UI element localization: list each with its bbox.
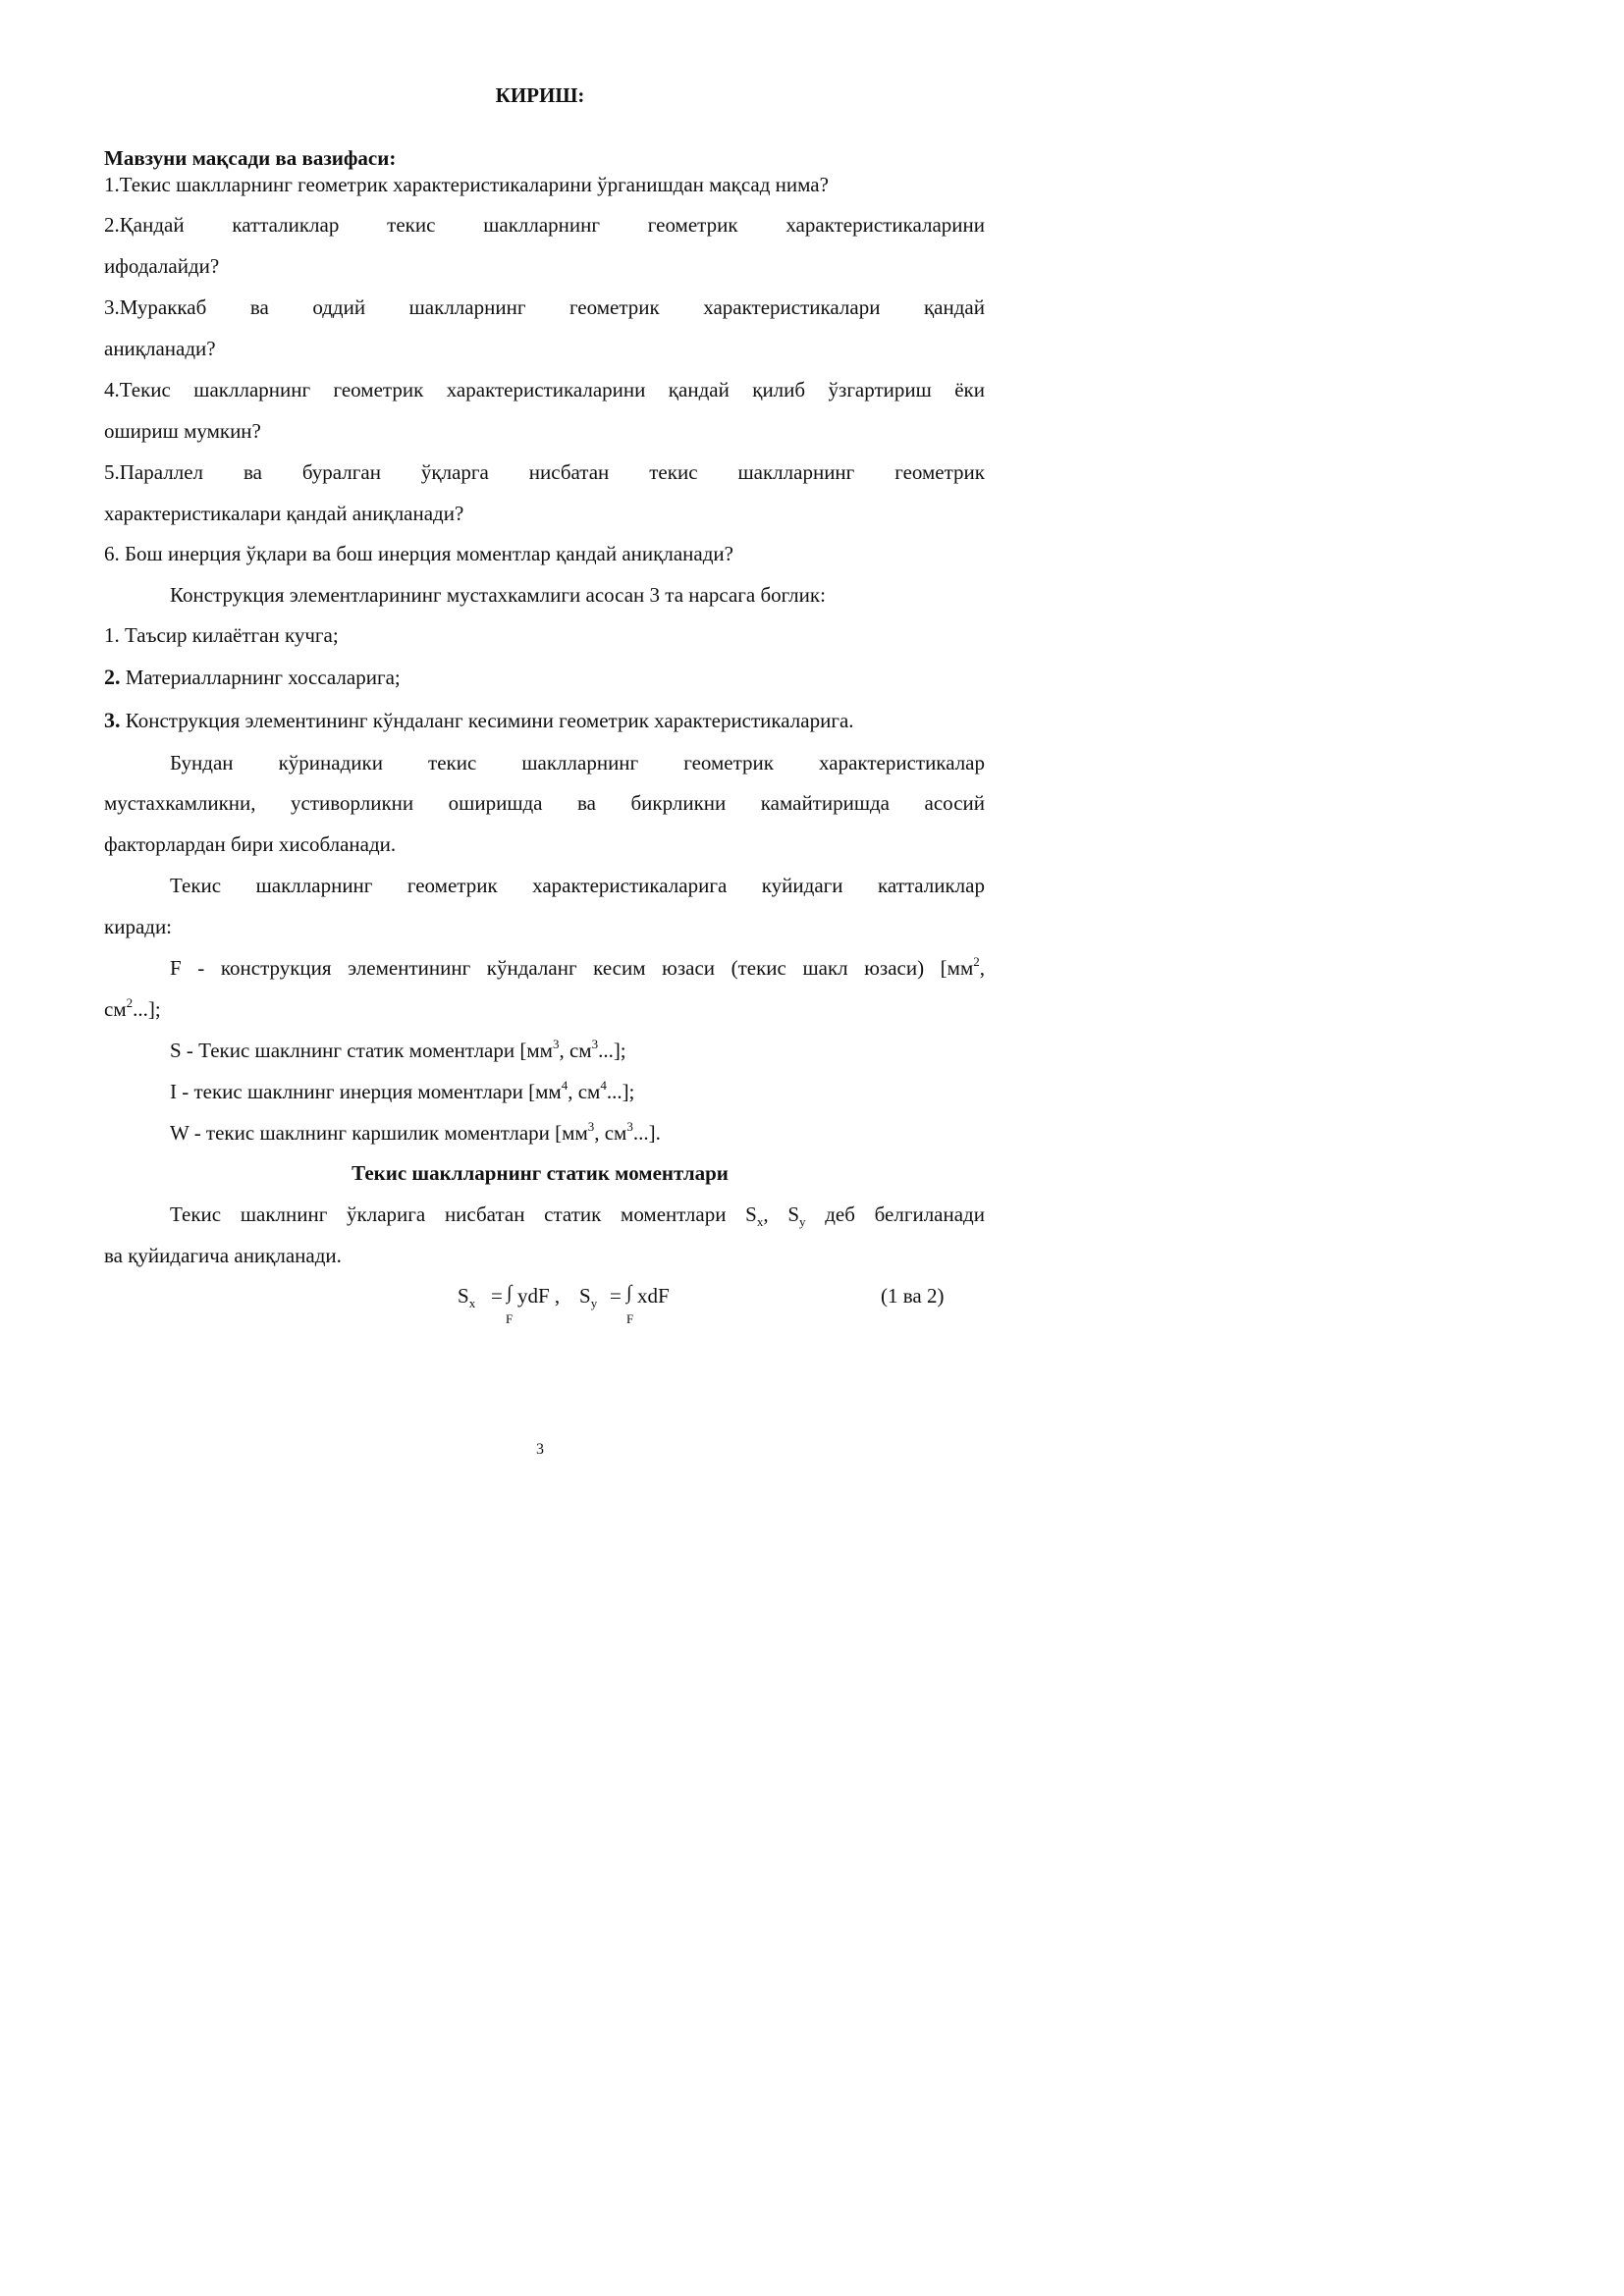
paragraph-text: Текис шаклнинг ўкларига нисбатан статик моментлари S — [170, 1202, 757, 1226]
definition-resistance-moment — [170, 1120, 985, 1148]
list-item-text: Конструкция элементининг кўндаланг кесимини геометрик характеристикаларига. — [125, 709, 854, 732]
formula-s: S — [579, 1284, 591, 1308]
paragraph-3-line-2: ва қуйидагича аниқланади. — [104, 1244, 342, 1267]
definition-static-moment — [170, 1038, 985, 1066]
subscript: y — [799, 1214, 806, 1229]
question-5-line-1: 5.Параллел ва буралган ўқларга нисбатан текис шаклларнинг геометрик — [104, 460, 985, 484]
list-item-number: 3. — [104, 708, 121, 732]
paragraph-2-line-2: киради: — [104, 915, 173, 938]
formula-number: (1 ва 2) — [881, 1284, 945, 1308]
formula-s: S — [458, 1284, 469, 1308]
question-2-line-1: 2.Қандай катталиклар текис шаклларнинг геометрик характеристикаларини — [104, 213, 985, 237]
page-title: КИРИШ: — [495, 83, 585, 107]
paragraph-text: деб белгиланади — [805, 1202, 985, 1226]
static-moment-formula — [458, 1282, 713, 1326]
question-1: 1.Текис шаклларнинг геометрик характеристикаларини ўрганишдан мақсад нима? — [104, 173, 829, 196]
unit-text: , см — [594, 1121, 627, 1145]
superscript: 3 — [626, 1119, 633, 1134]
superscript: 4 — [600, 1078, 607, 1093]
definition-inertia-moment — [170, 1079, 985, 1107]
list-item-number: 1. — [104, 623, 120, 647]
definition-area-comma: , — [979, 956, 985, 980]
unit-text: см — [104, 997, 127, 1021]
list-item — [104, 708, 985, 733]
formula-integrand: xdF — [637, 1284, 670, 1308]
paragraph-1-line-2: мустахкамликни, устиворликни оширишда ва бикрликни камайтиришда асосий — [104, 791, 985, 815]
integral-limit: F — [506, 1311, 514, 1326]
list-item-text: Материалларнинг хоссаларига; — [125, 666, 401, 689]
question-2-line-2: ифодалайди? — [104, 254, 220, 278]
question-4-line-1: 4.Текис шаклларнинг геометрик характеристикаларини қандай қилиб ўзгартириш ёки — [104, 378, 985, 401]
paragraph-text: , S — [763, 1202, 800, 1226]
document-page — [0, 0, 1080, 1524]
unit-text: , см — [559, 1039, 592, 1062]
strength-intro: Конструкция элементларининг мустахкамлиги асосан 3 та нарсага боглик: — [170, 583, 826, 607]
formula-equals: = — [610, 1284, 622, 1308]
unit-text: ...]; — [598, 1039, 626, 1062]
subscript: x — [756, 1214, 764, 1229]
definition-text: I - текис шаклнинг инерция моментлари [мм — [170, 1080, 562, 1103]
goal-heading: Мавзуни мақсади ва вазифаси: — [104, 146, 397, 170]
list-item — [104, 665, 985, 690]
unit-text: , см — [568, 1080, 601, 1103]
superscript: 3 — [552, 1037, 560, 1051]
list-item-number: 2. — [104, 665, 121, 689]
page-number: 3 — [536, 1441, 544, 1458]
question-4-line-2: ошириш мумкин? — [104, 419, 261, 443]
superscript: 2 — [126, 995, 134, 1010]
list-item — [104, 622, 985, 648]
question-6: 6. Бош инерция ўқлари ва бош инерция моментлар қандай аниқланади? — [104, 542, 733, 565]
integral-icon: ∫ — [507, 1282, 513, 1304]
section-heading: Текис шаклларнинг статик моментлари — [352, 1161, 729, 1185]
formula-symbol — [458, 1284, 475, 1308]
definition-area-line-2 — [104, 996, 985, 1025]
unit-text: ...]. — [632, 1121, 661, 1145]
integral-limit: F — [626, 1311, 634, 1326]
formula-symbol — [579, 1284, 597, 1308]
subscript: x — [468, 1296, 476, 1310]
superscript: 3 — [587, 1119, 595, 1134]
paragraph-3-line-1 — [170, 1201, 985, 1230]
paragraph-2-line-1: Текис шаклларнинг геометрик характеристикаларига куйидаги катталиклар — [170, 874, 985, 897]
formula-equals: = — [491, 1284, 503, 1308]
superscript: 4 — [561, 1078, 568, 1093]
definition-text: W - текис шаклнинг каршилик моментлари [мм — [170, 1121, 588, 1145]
paragraph-1-line-3: факторлардан бири хисобланади. — [104, 832, 397, 856]
question-3-line-2: аниқланади? — [104, 337, 216, 360]
list-item-text: Таъсир килаётган кучга; — [125, 623, 339, 647]
unit-text: ...]; — [133, 997, 161, 1021]
unit-text: ...]; — [606, 1080, 635, 1103]
superscript: 3 — [591, 1037, 599, 1051]
question-3-line-1: 3.Мураккаб ва оддий шаклларнинг геометрик характеристикалари қандай — [104, 295, 985, 319]
subscript: y — [590, 1296, 598, 1310]
formula-integrand: ydF , — [517, 1284, 561, 1308]
question-5-line-2: характеристикалари қандай аниқланади? — [104, 502, 464, 525]
paragraph-1-line-1: Бундан кўринадики текис шаклларнинг геометрик характеристикалар — [170, 751, 985, 774]
definition-text: S - Текис шаклнинг статик моментлари [мм — [170, 1039, 553, 1062]
integral-icon: ∫ — [626, 1282, 632, 1304]
superscript: 2 — [973, 954, 980, 969]
definition-area-line-1 — [170, 955, 985, 984]
definition-area-text: F - конструкция элементининг кўндаланг кесим юзаси (текис шакл юзаси) [мм — [170, 956, 974, 980]
